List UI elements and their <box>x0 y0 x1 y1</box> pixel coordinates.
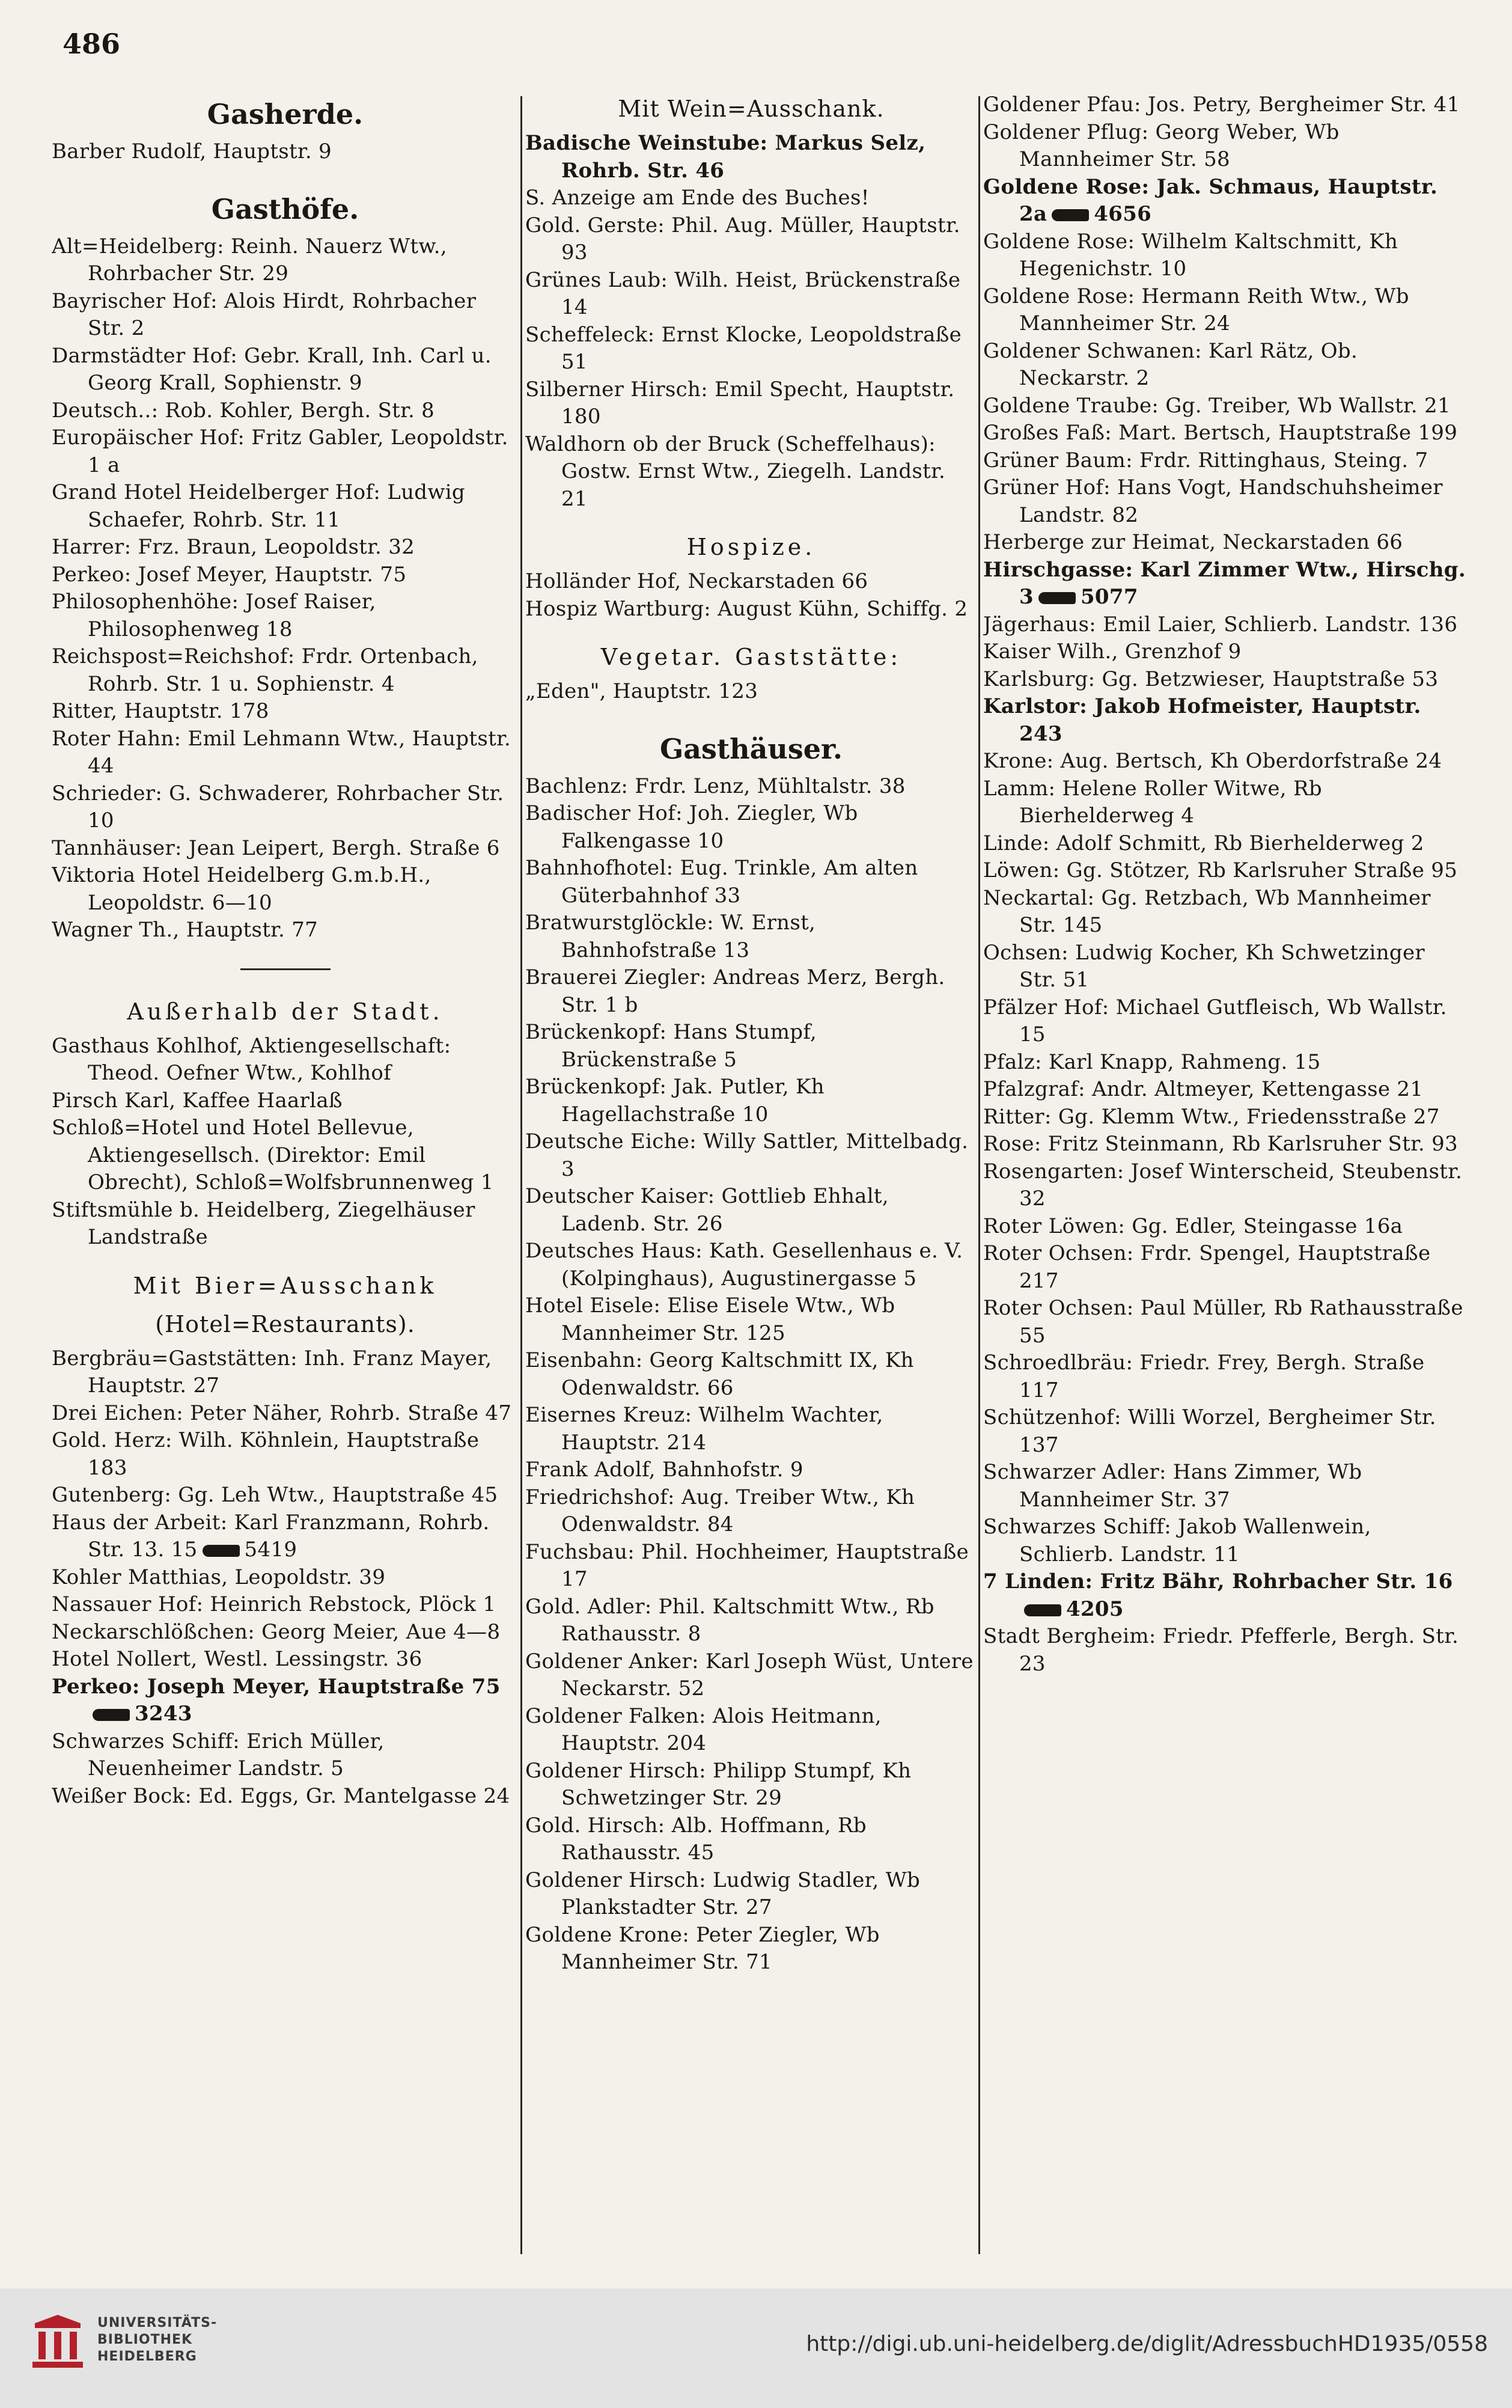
directory-entry: Goldener Pfau: Jos. Petry, Bergheimer Str. 41 <box>983 93 1460 117</box>
section-subheading: Vegetar. Gaststätte: <box>600 644 902 670</box>
directory-entry: Hotel Eisele: Elise Eisele Wtw., Wb Mannheimer Str. 125 <box>525 1294 895 1345</box>
directory-entry: Tannhäuser: Jean Leipert, Bergh. Straße 6 <box>52 836 500 860</box>
directory-entry: Badische Weinstube: Markus Selz, Rohrb. Str. 46 <box>525 131 926 183</box>
directory-entry: Bratwurstglöckle: W. Ernst, Bahnhofstraße 13 <box>525 911 816 962</box>
directory-entry: Gutenberg: Gg. Leh Wtw., Hauptstraße 45 <box>52 1483 498 1507</box>
directory-entry: Pfalz: Karl Knapp, Rahmeng. 15 <box>983 1050 1321 1074</box>
directory-entry: S. Anzeige am Ende des Buches! <box>525 186 870 210</box>
directory-entry: Bergbräu=Gaststätten: Inh. Franz Mayer, Hauptstr. 27 <box>52 1346 492 1398</box>
directory-entry: Linde: Adolf Schmitt, Rb Bierhelderweg 2 <box>983 831 1424 855</box>
directory-entry: Frank Adolf, Bahnhofstr. 9 <box>525 1458 803 1482</box>
directory-entry: Rose: Fritz Steinmann, Rb Karlsruher Str. 93 <box>983 1132 1458 1156</box>
section-subheading: Mit Wein=Ausschank. <box>618 96 885 122</box>
directory-entry: Goldener Anker: Karl Joseph Wüst, Untere Neckarstr. 52 <box>525 1649 974 1701</box>
directory-entry: Stiftsmühle b. Heidelberg, Ziegelhäuser Landstraße <box>52 1197 475 1249</box>
directory-entry: Stadt Bergheim: Friedr. Pfefferle, Bergh. Str. 23 <box>983 1624 1459 1676</box>
directory-entry: Bayrischer Hof: Alois Hirdt, Rohrbacher Str. 2 <box>52 289 477 340</box>
section-subheading: Hospize. <box>686 534 816 560</box>
directory-entry: Goldene Traube: Gg. Treiber, Wb Wallstr. 21 <box>983 393 1451 418</box>
telephone-icon <box>1038 592 1076 604</box>
directory-entry: Roter Ochsen: Paul Müller, Rb Rathausstraße 55 <box>983 1296 1463 1348</box>
directory-entry: Darmstädter Hof: Gebr. Krall, Inh. Carl u. Georg Krall, Sophienstr. 9 <box>52 343 492 395</box>
directory-entry: Schloß=Hotel und Hotel Bellevue, Aktiengesellsch. (Direktor: Emil Obrecht), Schloß=Wolfsbrunnenweg 1 <box>52 1116 494 1194</box>
directory-entry: Perkeo: Josef Meyer, Hauptstr. 75 <box>52 562 407 587</box>
directory-entry: Grand Hotel Heidelberger Hof: Ludwig Schaefer, Rohrb. Str. 11 <box>52 480 465 532</box>
directory-entry: Goldener Hirsch: Ludwig Stadler, Wb Plankstadter Str. 27 <box>525 1868 921 1919</box>
telephone-icon <box>1024 1604 1061 1616</box>
directory-entry: „Eden", Hauptstr. 123 <box>525 679 758 703</box>
directory-entry: Bachlenz: Frdr. Lenz, Mühltalstr. 38 <box>525 774 906 798</box>
directory-entry: Grüner Baum: Frdr. Rittinghaus, Steing. 7 <box>983 448 1428 472</box>
section-heading: Gasthäuser. <box>659 732 843 765</box>
section-subheading: Mit Bier=Ausschank <box>133 1272 437 1299</box>
directory-entry: Weißer Bock: Ed. Eggs, Gr. Mantelgasse 24 <box>52 1783 510 1808</box>
phone-number: 5077 <box>1080 585 1138 609</box>
directory-entry: Hospiz Wartburg: August Kühn, Schiffg. 2 <box>525 596 968 621</box>
directory-entry: Silberner Hirsch: Emil Specht, Hauptstr. 180 <box>525 377 955 429</box>
directory-entry: Barber Rudolf, Hauptstr. 9 <box>52 139 332 163</box>
directory-entry: Fuchsbau: Phil. Hochheimer, Hauptstraße 17 <box>525 1539 969 1591</box>
directory-entry: Schwarzes Schiff: Erich Müller, Neuenheimer Landstr. 5 <box>52 1729 385 1780</box>
directory-entry: Ritter, Hauptstr. 178 <box>52 699 269 723</box>
directory-entry: Philosophenhöhe: Josef Raiser, Philosophenweg 18 <box>52 590 376 641</box>
directory-entry: Goldene Krone: Peter Ziegler, Wb Mannheimer Str. 71 <box>525 1922 880 1974</box>
directory-entry: Gold. Gerste: Phil. Aug. Müller, Hauptstr. 93 <box>525 213 960 264</box>
directory-entry: Scheffeleck: Ernst Klocke, Leopoldstraße 51 <box>525 322 962 374</box>
column-divider <box>978 96 980 2254</box>
section-subheading: Außerhalb der Stadt. <box>127 998 444 1025</box>
directory-entry: Ritter: Gg. Klemm Wtw., Friedensstraße 27 <box>983 1104 1440 1129</box>
directory-entry: Schützenhof: Willi Worzel, Bergheimer Str. 137 <box>983 1405 1436 1457</box>
library-name: UNIVERSITÄTS- BIBLIOTHEK HEIDELBERG <box>97 2315 218 2364</box>
directory-entry: Roter Hahn: Emil Lehmann Wtw., Hauptstr. 44 <box>52 726 511 778</box>
university-logo-icon <box>28 2311 88 2371</box>
directory-entry: Deutscher Kaiser: Gottlieb Ehhalt, Ladenb. Str. 26 <box>525 1184 889 1236</box>
section-heading: Gasthöfe. <box>211 192 359 225</box>
directory-entry: Hotel Nollert, Westl. Lessingstr. 36 <box>52 1647 422 1671</box>
footer-bar <box>0 2288 1512 2408</box>
directory-entry: Reichspost=Reichshof: Frdr. Ortenbach, Rohrb. Str. 1 u. Sophienstr. 4 <box>52 644 478 696</box>
directory-entry: Wagner Th., Hauptstr. 77 <box>52 918 319 942</box>
directory-entry: Bahnhofhotel: Eug. Trinkle, Am alten Güterbahnhof 33 <box>525 856 918 908</box>
directory-entry: Karlsburg: Gg. Betzwieser, Hauptstraße 53 <box>983 667 1439 691</box>
directory-column-left <box>52 91 519 2261</box>
directory-entry: Eisernes Kreuz: Wilhelm Wachter, Hauptstr. 214 <box>525 1403 883 1455</box>
directory-entry: Neckartal: Gg. Retzbach, Wb Mannheimer Str. 145 <box>983 885 1431 937</box>
directory-entry: Goldener Pflug: Georg Weber, Wb Mannheimer Str. 58 <box>983 120 1340 171</box>
telephone-icon <box>93 1709 130 1721</box>
directory-entry: Grünes Laub: Wilh. Heist, Brückenstraße 14 <box>525 267 961 319</box>
directory-entry: Viktoria Hotel Heidelberg G.m.b.H., Leopoldstr. 6—10 <box>52 863 431 915</box>
section-heading: Gasherde. <box>207 98 364 130</box>
directory-entry: Karlstor: Jakob Hofmeister, Hauptstr. 243 <box>983 694 1421 746</box>
directory-entry: Gasthaus Kohlhof, Aktiengesellschaft: Theod. Oefner Wtw., Kohlhof <box>52 1033 451 1085</box>
telephone-icon <box>1052 209 1089 221</box>
directory-entry: Grüner Hof: Hans Vogt, Handschuhsheimer Landstr. 82 <box>983 475 1443 527</box>
directory-entry: Goldener Falken: Alois Heitmann, Hauptstr. 204 <box>525 1704 882 1755</box>
directory-entry: Rosengarten: Josef Winterscheid, Steubenstr. 32 <box>983 1159 1463 1211</box>
directory-entry: Großes Faß: Mart. Bertsch, Hauptstraße 199 <box>983 421 1458 445</box>
directory-entry: Schwarzes Schiff: Jakob Wallenwein, Schlierb. Landstr. 11 <box>983 1515 1371 1566</box>
directory-entry: Deutsch..: Rob. Kohler, Bergh. Str. 8 <box>52 398 435 423</box>
directory-entry: Europäischer Hof: Fritz Gabler, Leopoldstr. 1 a <box>52 426 508 477</box>
directory-entry: Goldener Schwanen: Karl Rätz, Ob. Neckarstr. 2 <box>983 338 1358 390</box>
directory-entry: Herberge zur Heimat, Neckarstaden 66 <box>983 530 1403 554</box>
directory-entry: Lamm: Helene Roller Witwe, Rb Bierhelderweg 4 <box>983 776 1322 828</box>
telephone-icon <box>203 1545 240 1557</box>
directory-entry: Haus der Arbeit: Karl Franzmann, Rohrb. Str. 13. 15 5419 <box>52 1510 490 1562</box>
directory-entry: Krone: Aug. Bertsch, Kh Oberdorfstraße 24 <box>983 749 1442 773</box>
directory-entry: Löwen: Gg. Stötzer, Rb Karlsruher Straße 95 <box>983 858 1458 882</box>
phone-number: 3243 <box>135 1702 192 1726</box>
directory-entry: Pirsch Karl, Kaffee Haarlaß <box>52 1088 343 1113</box>
directory-entry: Pfälzer Hof: Michael Gutfleisch, Wb Wallstr. 15 <box>983 995 1447 1047</box>
directory-entry: 7 Linden: Fritz Bähr, Rohrbacher Str. 164205 <box>983 1569 1453 1621</box>
directory-entry: Brauerei Ziegler: Andreas Merz, Bergh. Str. 1 b <box>525 965 945 1017</box>
phone-number: 4205 <box>1066 1597 1124 1621</box>
directory-entry: Kaiser Wilh., Grenzhof 9 <box>983 640 1242 664</box>
directory-entry: Eisenbahn: Georg Kaltschmitt IX, Kh Odenwaldstr. 66 <box>525 1348 914 1400</box>
directory-entry: Roter Ochsen: Frdr. Spengel, Hauptstraße 217 <box>983 1241 1431 1293</box>
directory-entry: Ochsen: Ludwig Kocher, Kh Schwetzinger Str. 51 <box>983 940 1425 992</box>
directory-entry: Gold. Adler: Phil. Kaltschmitt Wtw., Rb Rathausstr. 8 <box>525 1594 934 1646</box>
directory-entry: Badischer Hof: Joh. Ziegler, Wb Falkengasse 10 <box>525 801 858 853</box>
directory-entry: Waldhorn ob der Bruck (Scheffelhaus): Gostw. Ernst Wtw., Ziegelh. Landstr. 21 <box>525 432 946 511</box>
directory-entry: Schroedlbräu: Friedr. Frey, Bergh. Straße 117 <box>983 1351 1425 1402</box>
directory-entry: Brückenkopf: Jak. Putler, Kh Hagellachstraße 10 <box>525 1075 825 1126</box>
directory-entry: Gold. Hirsch: Alb. Hoffmann, Rb Rathausstr. 45 <box>525 1813 867 1865</box>
directory-column-right <box>983 91 1466 2261</box>
section-divider <box>240 968 331 970</box>
directory-entry: Goldene Rose: Jak. Schmaus, Hauptstr. 2a 4656 <box>983 174 1438 226</box>
directory-entry: Harrer: Frz. Braun, Leopoldstr. 32 <box>52 535 415 559</box>
directory-entry: Goldener Hirsch: Philipp Stumpf, Kh Schwetzinger Str. 29 <box>525 1758 912 1810</box>
directory-entry: Schrieder: G. Schwaderer, Rohrbacher Str. 10 <box>52 781 504 833</box>
directory-column-middle <box>525 91 977 2261</box>
directory-entry: Gold. Herz: Wilh. Köhnlein, Hauptstraße 183 <box>52 1428 480 1480</box>
phone-number: 5419 <box>244 1538 297 1562</box>
directory-entry: Deutsches Haus: Kath. Gesellenhaus e. V. (Kolpinghaus), Augustinergasse 5 <box>525 1239 963 1291</box>
phone-number: 4656 <box>1094 202 1152 226</box>
directory-entry: Alt=Heidelberg: Reinh. Nauerz Wtw., Rohrbacher Str. 29 <box>52 234 447 286</box>
directory-entry: Perkeo: Joseph Meyer, Hauptstraße 753243 <box>52 1674 501 1726</box>
directory-entry: Brückenkopf: Hans Stumpf, Brückenstraße 5 <box>525 1020 817 1072</box>
directory-entry: Friedrichshof: Aug. Treiber Wtw., Kh Odenwaldstr. 84 <box>525 1485 915 1536</box>
directory-entry: Goldene Rose: Hermann Reith Wtw., Wb Mannheimer Str. 24 <box>983 284 1409 335</box>
directory-entry: Kohler Matthias, Leopoldstr. 39 <box>52 1565 386 1589</box>
source-url[interactable]: http://digi.ub.uni-heidelberg.de/diglit/AdressbuchHD1935/0558 <box>806 2332 1488 2356</box>
directory-entry: Deutsche Eiche: Willy Sattler, Mittelbadg. 3 <box>525 1129 969 1181</box>
directory-entry: Jägerhaus: Emil Laier, Schlierb. Landstr. 136 <box>983 612 1458 637</box>
section-subheading: (Hotel=Restaurants). <box>155 1310 415 1337</box>
column-divider <box>520 96 522 2254</box>
directory-entry: Schwarzer Adler: Hans Zimmer, Wb Mannheimer Str. 37 <box>983 1460 1362 1512</box>
directory-entry: Nassauer Hof: Heinrich Rebstock, Plöck 1 <box>52 1592 496 1616</box>
directory-entry: Drei Eichen: Peter Näher, Rohrb. Straße 47 <box>52 1401 512 1425</box>
directory-entry: Pfalzgraf: Andr. Altmeyer, Kettengasse 21 <box>983 1077 1424 1101</box>
page-number: 486 <box>62 28 121 60</box>
directory-entry: Neckarschlößchen: Georg Meier, Aue 4—8 <box>52 1619 501 1644</box>
directory-entry: Goldene Rose: Wilhelm Kaltschmitt, Kh Hegenichstr. 10 <box>983 229 1398 281</box>
directory-entry: Roter Löwen: Gg. Edler, Steingasse 16a <box>983 1214 1403 1238</box>
directory-entry: Hirschgasse: Karl Zimmer Wtw., Hirschg. 3 5077 <box>983 557 1466 609</box>
directory-entry: Holländer Hof, Neckarstaden 66 <box>525 569 868 593</box>
